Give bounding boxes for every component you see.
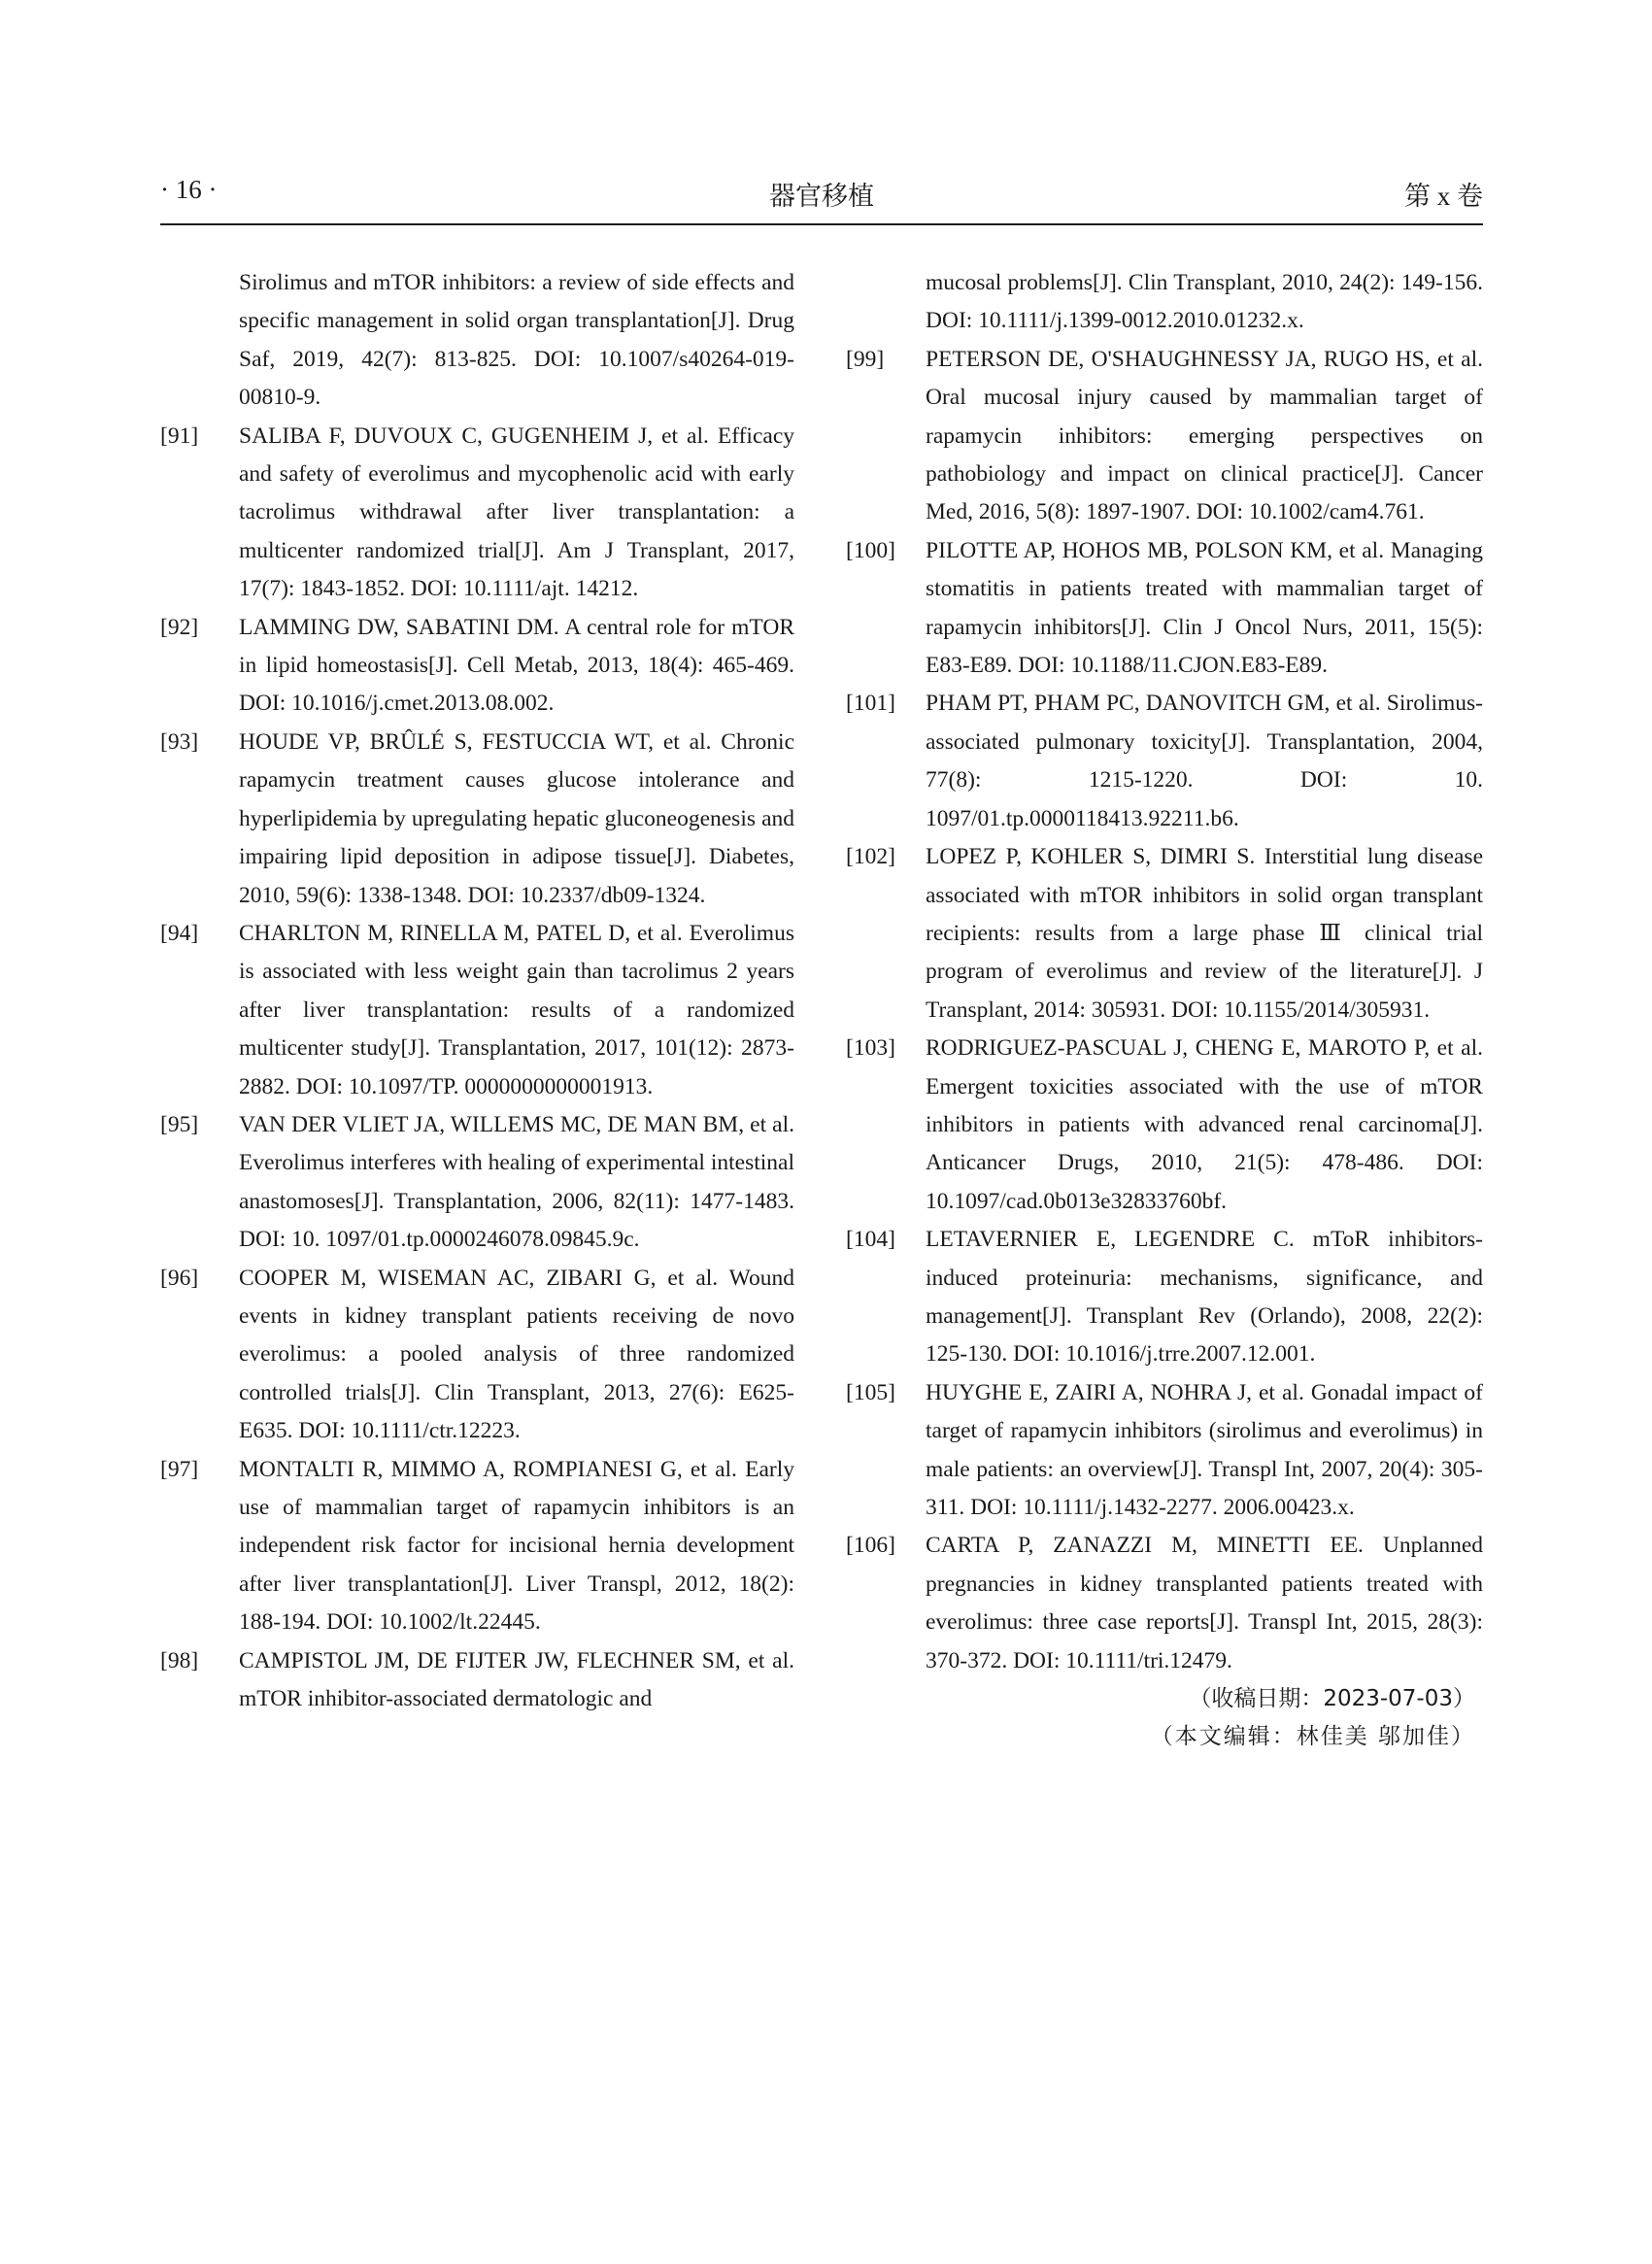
reference-entry: [160, 915, 794, 1106]
reference-number: [102]: [846, 844, 895, 870]
header-rule: [160, 223, 1483, 225]
reference-number: [105]: [846, 1379, 895, 1405]
reference-text: LETAVERNIER E, LEGENDRE C. mToR inhibitors-induced proteinuria: mechanisms, significance, and management[J]. Transplant Rev (Orlando), 2008, 22(2): 125-130. DOI: 10.1016/j.trre.2007.12.001.: [926, 1227, 1483, 1368]
reference-text: CARTA P, ZANAZZI M, MINETTI EE. Unplanned pregnancies in kidney transplanted patients treated with everolimus: three case reports[J]. Transpl Int, 2015, 28(3): 370-372. DOI: 10.1111/tri.12479.: [926, 1533, 1483, 1673]
reference-entry: [846, 685, 1483, 838]
reference-text: PETERSON DE, O'SHAUGHNESSY JA, RUGO HS, et al. Oral mucosal injury caused by mammalian target of rapamycin inhibitors: emerging perspectives on pathobiology and impact on clinical practice[J]. Cancer Med, 2016, 5(8): 1897-1907. DOI: 10.1002/cam4.761.: [926, 346, 1483, 525]
reference-text: COOPER M, WISEMAN AC, ZIBARI G, et al. Wound events in kidney transplant patients receiving de novo everolimus: a pooled analysis of three randomized controlled trials[J]. Clin Transplant, 2013, 27(6): E625-E635. DOI: 10.1111/ctr.12223.: [239, 1265, 794, 1444]
reference-text: LOPEZ P, KOHLER S, DIMRI S. Interstitial lung disease associated with mTOR inhibitors in solid organ transplant recipients: results from a large phase Ⅲ clinical trial program of everolimus and review of the literature[J]. J Transplant, 2014: 305931. DOI: 10.1155/2014/305931.: [926, 844, 1483, 1023]
reference-entry: [846, 532, 1483, 686]
reference-entry: [846, 1374, 1483, 1528]
page-header: [160, 175, 1483, 223]
page-number: · 16 ·: [160, 175, 218, 204]
reference-text: VAN DER VLIET JA, WILLEMS MC, DE MAN BM, et al. Everolimus interferes with healing of experimental intestinal anastomoses[J]. Transplantation, 2006, 82(11): 1477-1483. DOI: 10. 1097/01.tp.0000246078.09845.9c.: [239, 1111, 794, 1253]
reference-entry: [846, 1030, 1483, 1221]
reference-number: [98]: [160, 1647, 199, 1673]
reference-number: [99]: [846, 346, 885, 372]
references-left-column: [160, 264, 794, 1718]
reference-number: [96]: [160, 1265, 199, 1291]
references-right-column: [846, 264, 1483, 1757]
reference-number: [103]: [846, 1035, 895, 1062]
reference-text: PHAM PT, PHAM PC, DANOVITCH GM, et al. Sirolimus-associated pulmonary toxicity[J]. Transplantation, 2004, 77(8): 1215-1220. DOI: 10. 1097/01.tp.0000118413.92211.b6.: [926, 691, 1483, 831]
reference-number: [104]: [846, 1227, 895, 1253]
reference-text: PILOTTE AP, HOHOS MB, POLSON KM, et al. Managing stomatitis in patients treated with mammalian target of rapamycin inhibitors[J]. Clin J Oncol Nurs, 2011, 15(5): E83-E89. DOI: 10.1188/11.CJON.E83-E89.: [926, 537, 1483, 679]
reference-entry: [160, 1642, 794, 1719]
reference-entry: [846, 264, 1483, 341]
reference-text: HUYGHE E, ZAIRI A, NOHRA J, et al. Gonadal impact of target of rapamycin inhibitors (sirolimus and everolimus) in male patients: an overview[J]. Transpl Int, 2007, 20(4): 305-311. DOI: 10.1111/j.1432-2277. 2006.00423.x.: [926, 1379, 1483, 1520]
reference-entry: [846, 1527, 1483, 1680]
reference-entry: [160, 418, 794, 609]
reference-number: [92]: [160, 614, 199, 640]
volume-label: 第 x 卷: [1404, 182, 1483, 211]
reference-number: [93]: [160, 728, 199, 755]
reference-entry: [160, 609, 794, 724]
journal-title: 器官移植: [769, 182, 874, 211]
reference-entry: [160, 264, 794, 418]
reference-number: [97]: [160, 1456, 199, 1482]
reference-entry: [846, 341, 1483, 532]
reference-text: LAMMING DW, SABATINI DM. A central role for mTOR in lipid homeostasis[J]. Cell Metab, 2013, 18(4): 465-469. DOI: 10.1016/j.cmet.2013.08.002.: [239, 614, 794, 717]
reference-entry: [846, 1221, 1483, 1374]
reference-number: [91]: [160, 422, 199, 449]
reference-text: SALIBA F, DUVOUX C, GUGENHEIM J, et al. Efficacy and safety of everolimus and mycophenolic acid with early tacrolimus withdrawal after liver transplantation: a multicenter randomized trial[J]. Am J Transplant, 2017, 17(7): 1843-1852. DOI: 10.1111/ajt. 14212.: [239, 422, 794, 602]
reference-number: [106]: [846, 1533, 895, 1559]
reference-entry: [160, 1260, 794, 1451]
reference-text: mucosal problems[J]. Clin Transplant, 2010, 24(2): 149-156. DOI: 10.1111/j.1399-0012.2010.01232.x.: [926, 270, 1483, 334]
reference-entry: [160, 1106, 794, 1260]
reference-text: CAMPISTOL JM, DE FIJTER JW, FLECHNER SM, et al. mTOR inhibitor-associated dermatologic and: [239, 1647, 794, 1712]
reference-number: [100]: [846, 537, 895, 563]
reference-entry: [846, 838, 1483, 1030]
reference-text: RODRIGUEZ-PASCUAL J, CHENG E, MAROTO P, et al. Emergent toxicities associated with the use of mTOR inhibitors in patients with advanced renal carcinoma[J]. Anticancer Drugs, 2010, 21(5): 478-486. DOI: 10.1097/cad.0b013e32833760bf.: [926, 1035, 1483, 1214]
reference-text: MONTALTI R, MIMMO A, ROMPIANESI G, et al. Early use of mammalian target of rapamycin inhibitors is an independent risk factor for incisional hernia development after liver transplantation[J]. Liver Transpl, 2012, 18(2): 188-194. DOI: 10.1002/lt.22445.: [239, 1456, 794, 1636]
reference-number: [94]: [160, 920, 199, 946]
editor-credit: （本文编辑：林佳美 邬加佳）: [1150, 1724, 1475, 1750]
received-date: （收稿日期：2023-07-03）: [1189, 1686, 1475, 1712]
references-right-list: [846, 264, 1483, 1680]
reference-text: HOUDE VP, BRÛLÉ S, FESTUCCIA WT, et al. Chronic rapamycin treatment causes glucose intolerance and hyperlipidemia by upregulating hepatic gluconeogenesis and impairing lipid deposition in adipose tissue[J]. Diabetes, 2010, 59(6): 1338-1348. DOI: 10.2337/db09-1324.: [239, 728, 794, 908]
reference-entry: [160, 724, 794, 915]
reference-text: Sirolimus and mTOR inhibitors: a review of side effects and specific management in solid organ transplantation[J]. Drug Saf, 2019, 42(7): 813-825. DOI: 10.1007/s40264-019-00810-9.: [239, 270, 794, 411]
reference-entry: [160, 1451, 794, 1642]
reference-number: [95]: [160, 1111, 199, 1137]
reference-number: [101]: [846, 691, 895, 717]
reference-text: CHARLTON M, RINELLA M, PATEL D, et al. Everolimus is associated with less weight gain than tacrolimus 2 years after liver transplantation: results of a randomized multicenter study[J]. Transplantation, 2017, 101(12): 2873-2882. DOI: 10.1097/TP. 0000000000001913.: [239, 920, 794, 1099]
